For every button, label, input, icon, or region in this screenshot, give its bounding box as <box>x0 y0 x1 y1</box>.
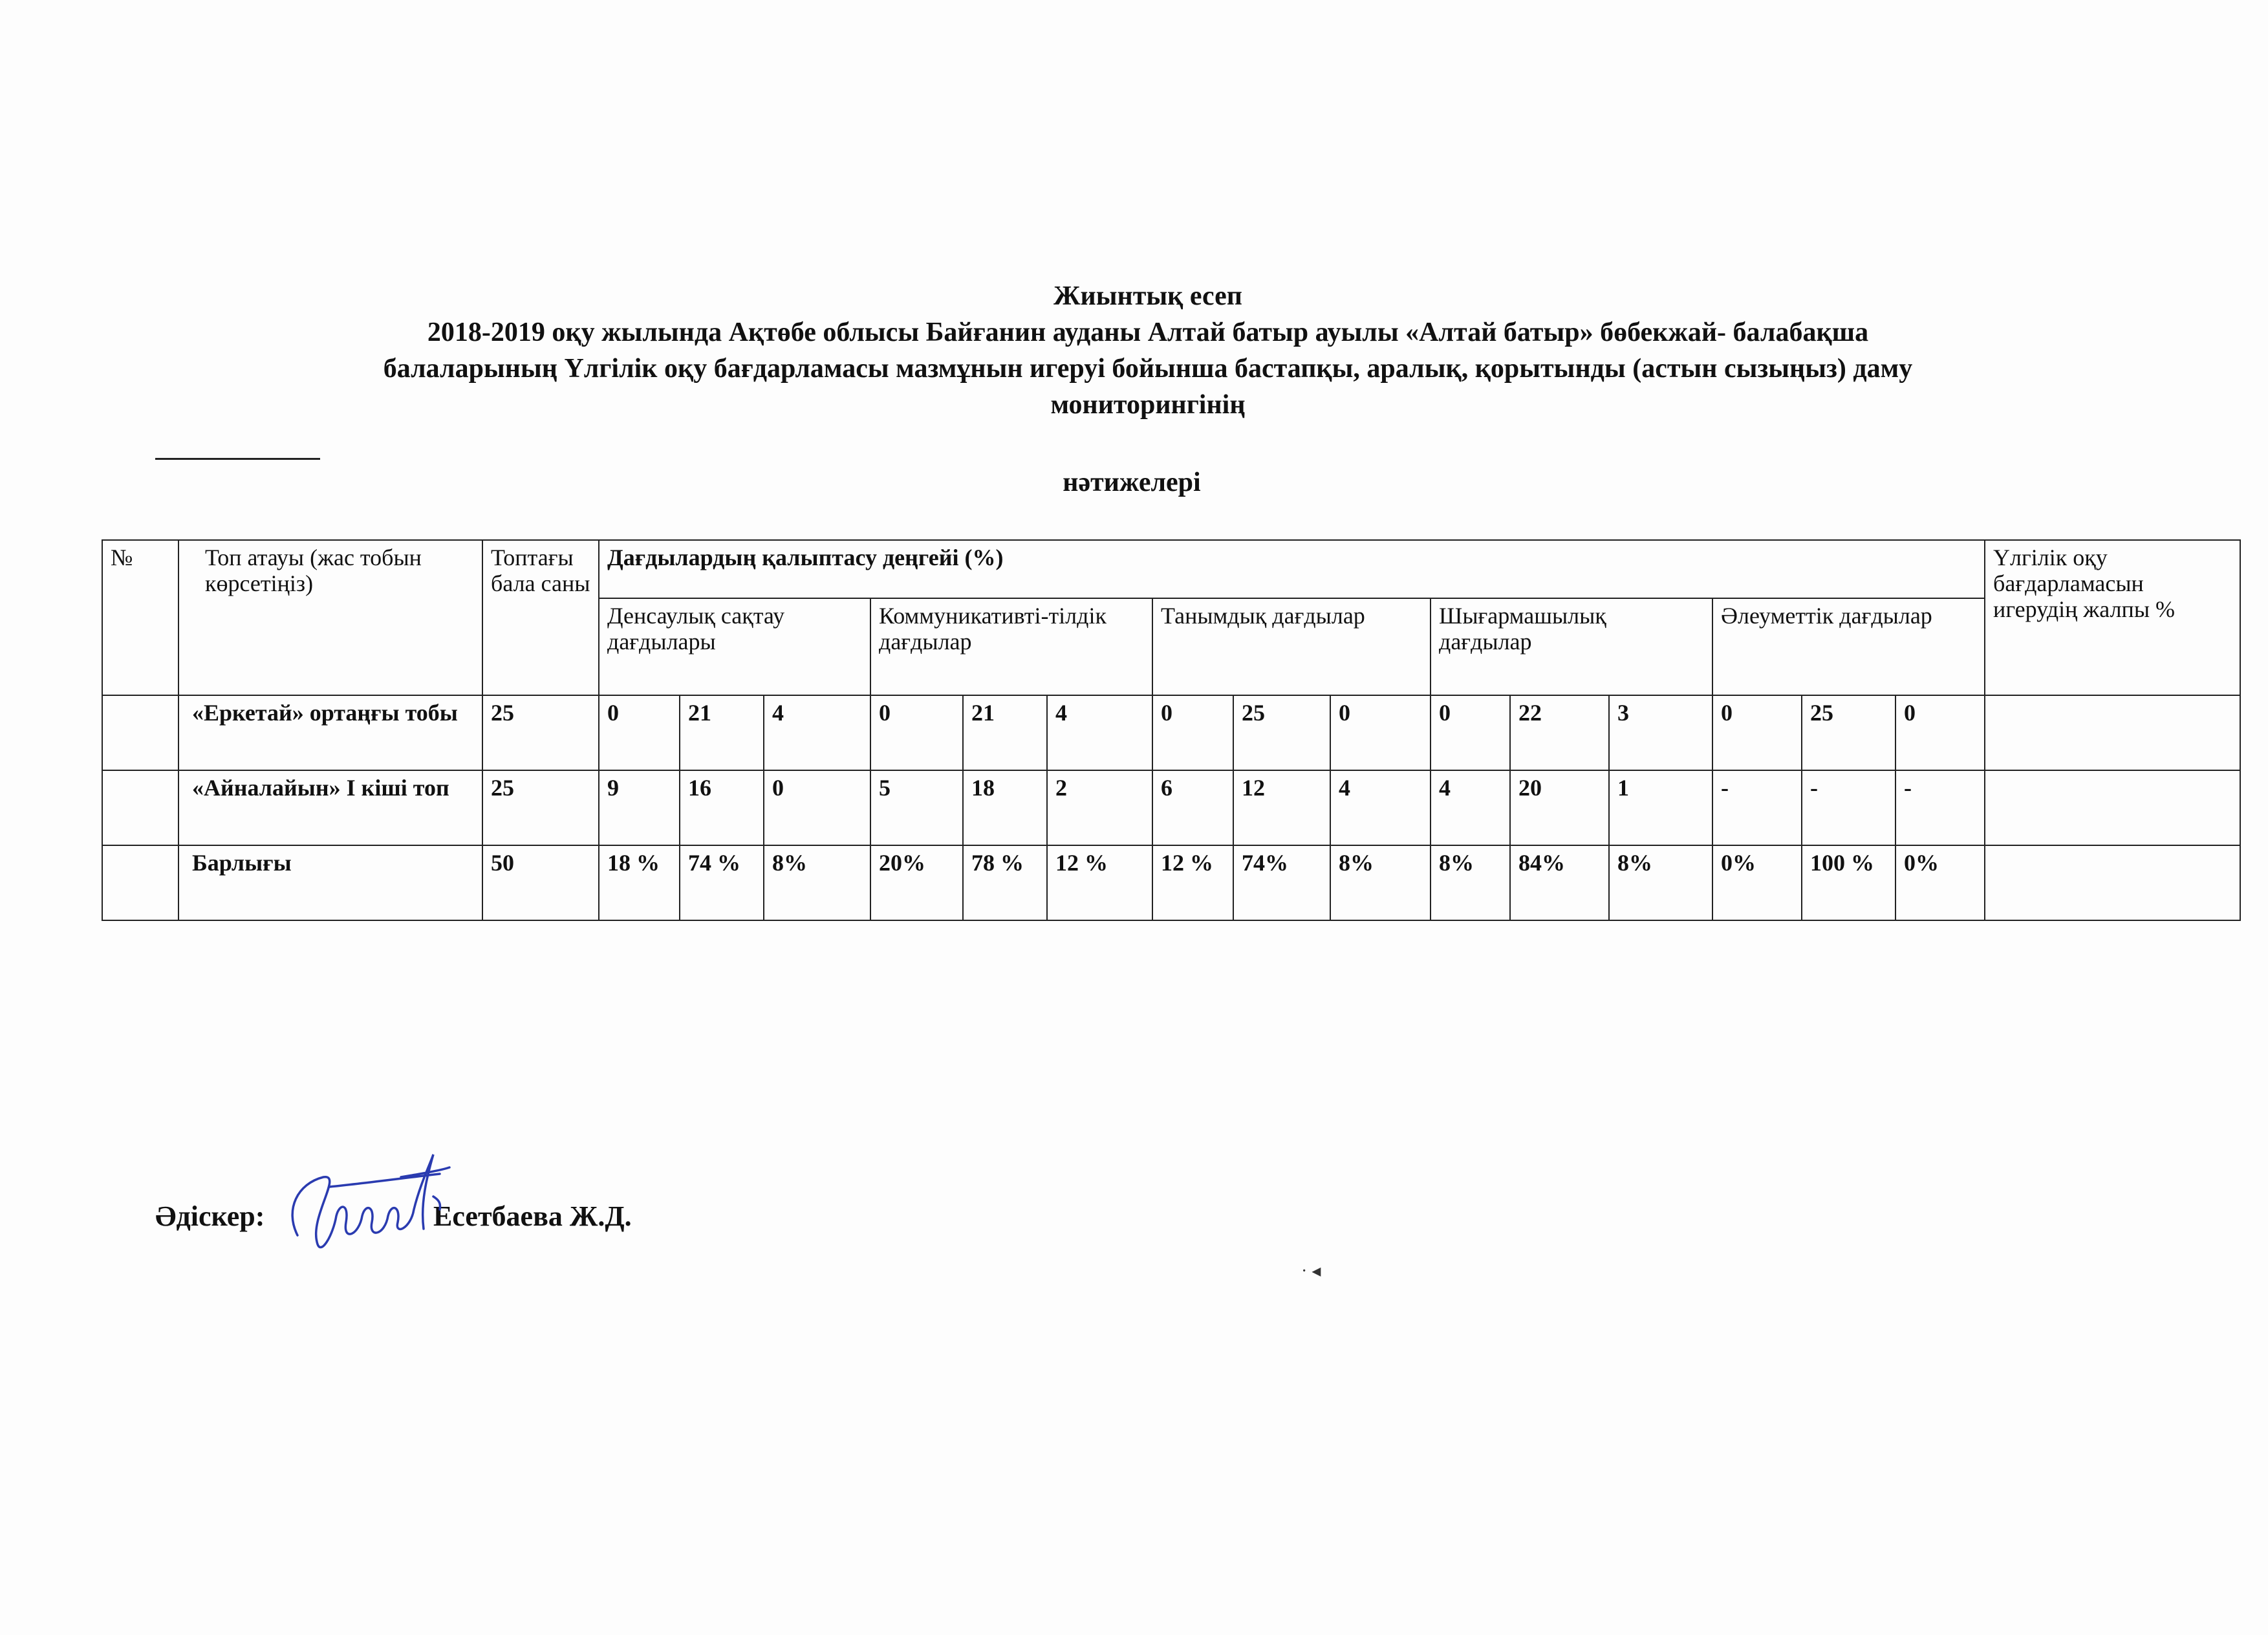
cell-value: 84% <box>1510 845 1609 920</box>
header-skills-level: Дағдылардың қалыптасу деңгейі (%) <box>599 540 1985 598</box>
row-total <box>1985 845 2240 920</box>
header-health-skills: Денсаулық сақтау дағдылары <box>599 598 870 695</box>
cell-value: 9 <box>599 770 680 845</box>
row-group-name: Барлығы <box>178 845 482 920</box>
row-group-name: «Айналайын» І кіші топ <box>178 770 482 845</box>
cell-value: 0% <box>1895 845 1985 920</box>
cell-value: 0 <box>1152 695 1233 770</box>
cell-value: 8% <box>764 845 870 920</box>
row-child-count: 25 <box>482 695 599 770</box>
table-row <box>102 845 2240 920</box>
cell-value: 0 <box>1431 695 1510 770</box>
document-title-block <box>162 278 2134 423</box>
methodist-label: Әдіскер: <box>155 1200 265 1232</box>
cell-value: 25 <box>1233 695 1330 770</box>
cell-value: 74% <box>1233 845 1330 920</box>
header-cognitive-skills: Танымдық дағдылар <box>1152 598 1431 695</box>
cell-value: 74 % <box>680 845 764 920</box>
row-child-count: 25 <box>482 770 599 845</box>
cell-value: 0% <box>1712 845 1802 920</box>
title-line-4: мониторингінің <box>1050 390 1246 420</box>
cell-value: 4 <box>1431 770 1510 845</box>
cell-value: - <box>1712 770 1802 845</box>
cell-value: 1 <box>1609 770 1712 845</box>
cell-value: 3 <box>1609 695 1712 770</box>
cell-value: 0 <box>764 770 870 845</box>
cell-value: 4 <box>1047 695 1152 770</box>
table-row <box>102 770 2240 845</box>
row-number <box>102 770 178 845</box>
document-subtitle: нәтижелері <box>1063 468 1201 497</box>
header-child-count: Топтағы бала саны <box>482 540 599 695</box>
cell-value: 78 % <box>963 845 1047 920</box>
scan-speck: · ◂ <box>1301 1261 1321 1281</box>
row-total <box>1985 695 2240 770</box>
title-line-1: Жиынтық есеп <box>1053 281 1242 311</box>
cell-value: 8% <box>1609 845 1712 920</box>
row-total <box>1985 770 2240 845</box>
cell-value: 21 <box>963 695 1047 770</box>
cell-value: 22 <box>1510 695 1609 770</box>
header-group-name: Топ атауы (жас тобын көрсетіңіз) <box>178 540 482 695</box>
table-row <box>102 695 2240 770</box>
header-number: № <box>102 540 178 695</box>
cell-value: 0 <box>870 695 963 770</box>
cell-value: 0 <box>599 695 680 770</box>
header-total-percent: Үлгілік оқу бағдарламасын игерудің жалпы % <box>1985 540 2240 695</box>
cell-value: 0 <box>1712 695 1802 770</box>
cell-value: 4 <box>764 695 870 770</box>
cell-value: 8% <box>1431 845 1510 920</box>
cell-value: 25 <box>1802 695 1895 770</box>
signature-line <box>155 1200 632 1233</box>
cell-value: 8% <box>1330 845 1431 920</box>
cell-value: 100 % <box>1802 845 1895 920</box>
cell-value: 0 <box>1330 695 1431 770</box>
cell-value: 12 % <box>1047 845 1152 920</box>
cell-value: 4 <box>1330 770 1431 845</box>
cell-value: - <box>1895 770 1985 845</box>
methodist-name: Есетбаева Ж.Д. <box>433 1200 632 1232</box>
cell-value: 5 <box>870 770 963 845</box>
cell-value: 0 <box>1895 695 1985 770</box>
title-line-3: балаларының Үлгілік оқу бағдарламасы мазмұнын игеруі бойынша бастапқы, аралық, қорытынды (астын сызыңыз) даму <box>383 354 1913 384</box>
header-communication-skills: Коммуникативті-тілдік дағдылар <box>870 598 1152 695</box>
cell-value: 21 <box>680 695 764 770</box>
cell-value: 20% <box>870 845 963 920</box>
cell-value: 12 <box>1233 770 1330 845</box>
row-group-name: «Еркетай» ортаңғы тобы <box>178 695 482 770</box>
results-table <box>102 539 2241 921</box>
header-social-skills: Әлеуметтік дағдылар <box>1712 598 1985 695</box>
handwritten-signature <box>272 1138 466 1274</box>
cell-value: 18 <box>963 770 1047 845</box>
row-number <box>102 695 178 770</box>
cell-value: 6 <box>1152 770 1233 845</box>
cell-value: 20 <box>1510 770 1609 845</box>
title-line-2: 2018-2019 оқу жылында Ақтөбе облысы Байғанин ауданы Алтай батыр ауылы «Алтай батыр» бөбекжай- балабақша <box>427 318 1869 347</box>
cell-value: - <box>1802 770 1895 845</box>
header-creative-skills: Шығармашылық дағдылар <box>1431 598 1712 695</box>
cell-value: 18 % <box>599 845 680 920</box>
row-child-count: 50 <box>482 845 599 920</box>
fill-in-line <box>155 458 320 460</box>
cell-value: 16 <box>680 770 764 845</box>
cell-value: 2 <box>1047 770 1152 845</box>
row-number <box>102 845 178 920</box>
cell-value: 12 % <box>1152 845 1233 920</box>
